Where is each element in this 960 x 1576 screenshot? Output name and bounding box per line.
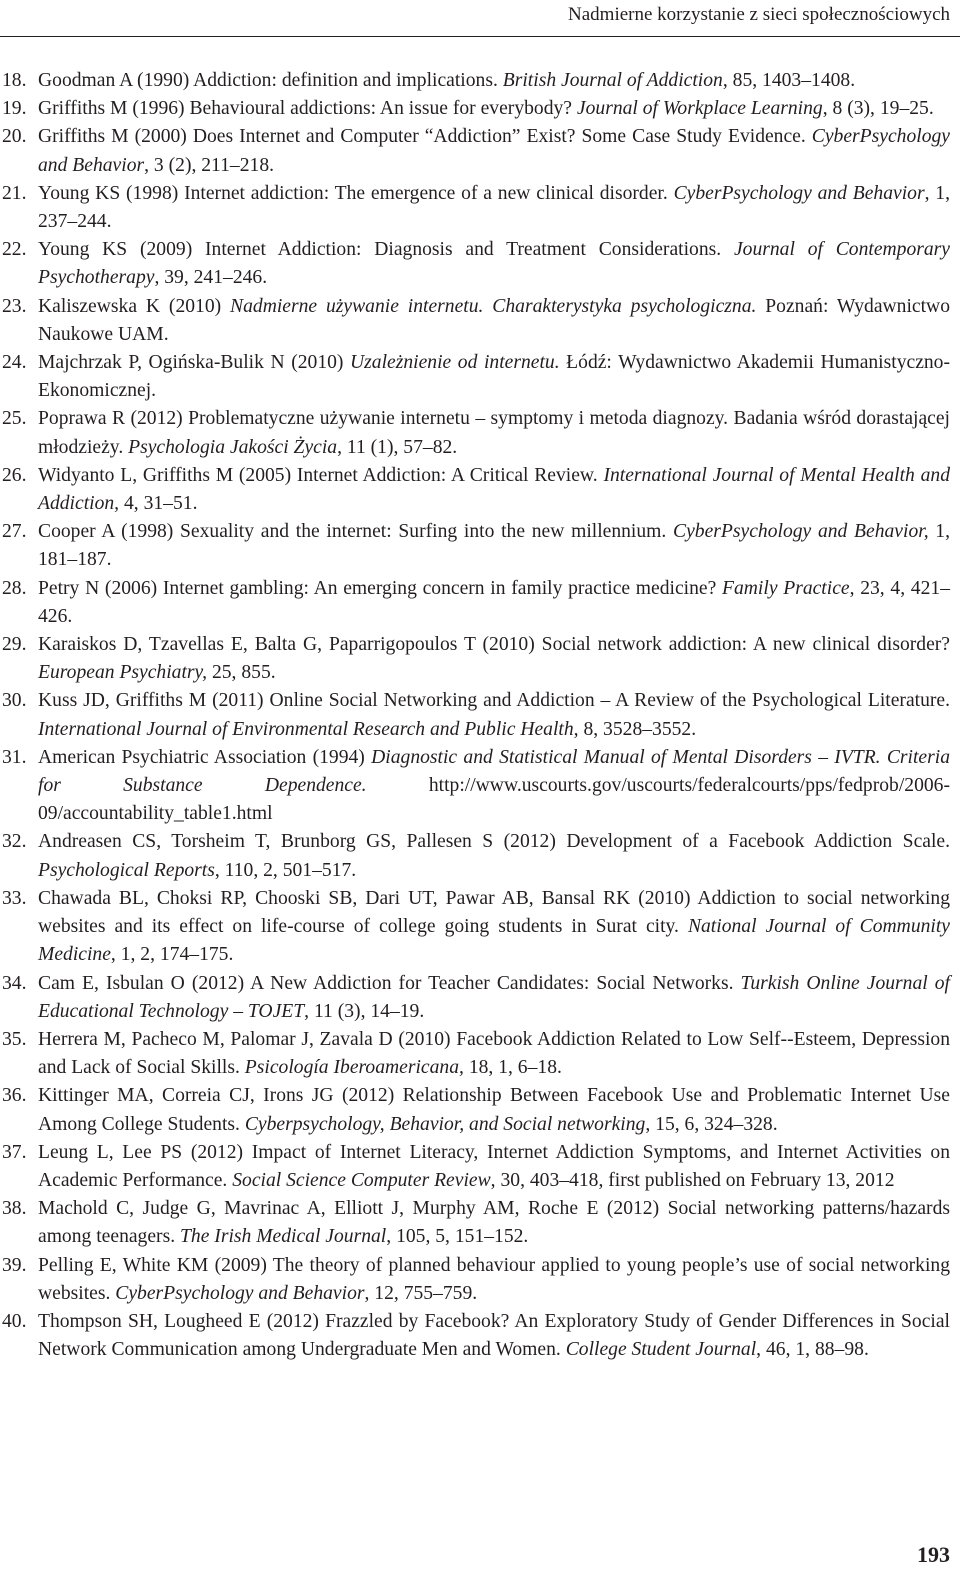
- reference-number: 29.: [2, 634, 27, 656]
- reference-text-segment: 18, 1, 6–18.: [463, 1057, 562, 1079]
- reference-item: [2, 1139, 950, 1195]
- reference-source-title: British Journal of Addiction: [502, 70, 723, 91]
- reference-source-title: International Journal of Environmental Research and Public Health,: [38, 718, 579, 740]
- reference-text: [38, 521, 950, 570]
- reference-text-segment: Pelling E, White KM (2009) The theory of planned behaviour applied to young people’s use of social networking websites.: [38, 1254, 950, 1304]
- reference-item: [2, 885, 950, 970]
- reference-text-segment: Andreasen CS, Torsheim T, Brunborg GS, Pallesen S (2012) Development of a Facebook Addiction Scale.: [38, 831, 950, 853]
- reference-source-title: Psychological Reports: [38, 859, 215, 881]
- reference-number: 20.: [2, 126, 27, 148]
- reference-text-segment: Widyanto L, Griffiths M (2005) Internet Addiction: A Critical Review.: [38, 464, 604, 486]
- reference-item: [2, 180, 950, 236]
- reference-text-segment: , 11 (3), 14–19.: [304, 1000, 425, 1022]
- reference-number: 37.: [2, 1141, 27, 1163]
- reference-number: 38.: [2, 1198, 27, 1220]
- reference-number: 34.: [2, 972, 27, 994]
- running-head: [0, 0, 960, 37]
- reference-number: 33.: [2, 887, 27, 909]
- reference-text: [38, 634, 950, 683]
- reference-text-segment: , 110, 2, 501–517.: [214, 859, 357, 881]
- reference-text: [38, 1142, 950, 1191]
- reference-text: [38, 239, 950, 288]
- reference-text-segment: Young KS (2009) Internet Addiction: Diagnosis and Treatment Considerations.: [38, 239, 734, 261]
- reference-source-title: Nadmierne używanie internetu. Charakterystyka psychologiczna.: [230, 295, 757, 317]
- reference-text-segment: American Psychiatric Association (1994): [38, 746, 372, 768]
- reference-number: 19.: [2, 98, 27, 120]
- reference-number: 39.: [2, 1254, 27, 1276]
- reference-number: 31.: [2, 746, 27, 768]
- reference-text-segment: Griffiths M (1996) Behavioural addictions: An issue for everybody?: [38, 98, 577, 120]
- reference-text-segment: Petry N (2006) Internet gambling: An emerging concern in family practice medicine?: [38, 577, 723, 599]
- reference-source-title: Journal of Contemporary Psychotherapy: [38, 239, 951, 289]
- reference-item: [2, 1252, 950, 1308]
- reference-item: [2, 67, 950, 95]
- reference-text: [38, 465, 950, 514]
- reference-number: 21.: [2, 182, 27, 204]
- reference-number: 35.: [2, 1028, 27, 1050]
- reference-item: [2, 1026, 950, 1082]
- reference-number: 23.: [2, 295, 27, 317]
- reference-text-segment: , 105, 5, 151–152.: [386, 1226, 529, 1248]
- reference-text-segment: Kaliszewska K (2010): [38, 295, 231, 317]
- reference-text: [38, 831, 950, 880]
- reference-source-title: Turkish Online Journal of Educational Technology – TOJET: [38, 972, 950, 1022]
- reference-text-segment: 8, 3528–3552.: [578, 718, 697, 740]
- reference-text: [38, 1311, 950, 1360]
- reference-text-segment: Goodman A (1990) Addiction: definition and implications.: [38, 70, 503, 91]
- reference-item: [2, 828, 950, 884]
- reference-text-segment: , 85, 1403–1408.: [722, 70, 856, 91]
- reference-text: [38, 690, 950, 739]
- reference-item: [2, 349, 950, 405]
- reference-text: [38, 98, 934, 119]
- reference-number: 40.: [2, 1310, 27, 1332]
- reference-source-title: Psychologia Jakości Życia: [128, 436, 338, 458]
- reference-text: [38, 1085, 950, 1134]
- reference-text-segment: Cam E, Isbulan O (2012) A New Addiction for Teacher Candidates: Social Networks.: [38, 972, 741, 994]
- reference-text-segment: Thompson SH, Lougheed E (2012) Frazzled by Facebook? An Exploratory Study of Gender Differences in Social Network Communication among Undergraduate Men and Women.: [38, 1310, 950, 1361]
- reference-text-segment: http://www.uscourts.gov/uscourts/federalcourts/pps/fedprob/2006-09/accountability_table1.html: [38, 775, 950, 825]
- reference-text: [38, 973, 950, 1022]
- reference-number: 25.: [2, 408, 27, 430]
- reference-text-segment: , 8 (3), 19–25.: [822, 98, 934, 120]
- reference-text-segment: Karaiskos D, Tzavellas E, Balta G, Paparrigopoulos T (2010) Social network addiction: A new clinical disorder?: [38, 634, 950, 656]
- reference-text-segment: , 11 (1), 57–82.: [337, 436, 458, 458]
- reference-text: [38, 70, 855, 91]
- reference-source-title: Family Practice: [722, 577, 850, 599]
- reference-item: [2, 631, 950, 687]
- reference-source-title: Diagnostic and Statistical Manual of Mental Disorders – IVTR. Criteria for Substance Dependence.: [38, 746, 950, 797]
- reference-text-segment: Cooper A (1998) Sexuality and the internet: Surfing into the new millennium.: [38, 521, 674, 543]
- reference-text-segment: 25, 855.: [207, 662, 276, 684]
- reference-text-segment: Poprawa R (2012) Problematyczne używanie internetu – symptomy i metoda diagnozy. Badania wśród dorastającej młodzieży.: [38, 408, 950, 458]
- reference-text: [38, 888, 950, 965]
- reference-source-title: College Student Journal: [565, 1339, 757, 1361]
- reference-text-segment: , 1, 2, 174–175.: [110, 944, 234, 966]
- reference-text: [38, 126, 950, 175]
- reference-source-title: Social Science Computer Review: [232, 1169, 491, 1191]
- reference-text-segment: Herrera M, Pacheco M, Palomar J, Zavala D (2010) Facebook Addiction Related to Low Self--Esteem, Depression and Lack of Social Skills.: [38, 1028, 950, 1079]
- reference-text-segment: 4, 31–51.: [119, 493, 198, 515]
- reference-source-title: CyberPsychology and Behavior: [673, 182, 925, 204]
- reference-text-segment: Majchrzak P, Ogińska-Bulik N (2010): [38, 352, 351, 374]
- reference-text-segment: , 30, 403–418, first published on February 13, 2012: [490, 1169, 895, 1191]
- reference-text-segment: , 12, 755–759.: [364, 1282, 478, 1304]
- reference-text-segment: , 39, 241–246.: [154, 267, 268, 289]
- reference-source-title: Psicología Iberoamericana,: [244, 1057, 464, 1079]
- reference-text-segment: 1, 181–187.: [38, 521, 950, 571]
- reference-number: 24.: [2, 352, 27, 374]
- reference-number: 36.: [2, 1085, 27, 1107]
- reference-text-segment: , 1, 237–244.: [38, 182, 950, 233]
- reference-text: [38, 352, 950, 401]
- reference-text-segment: , 3 (2), 211–218.: [144, 154, 275, 176]
- reference-item: [2, 1308, 950, 1364]
- reference-text: [38, 1029, 950, 1078]
- page-number: 193: [917, 1542, 950, 1567]
- reference-item: [2, 687, 950, 743]
- reference-item: [2, 123, 950, 179]
- reference-text-segment: Leung L, Lee PS (2012) Impact of Internet Literacy, Internet Addiction Symptoms, and Internet Activities on Academic Performance.: [38, 1141, 950, 1191]
- reference-text-segment: Chawada BL, Choksi RP, Chooski SB, Dari UT, Pawar AB, Bansal RK (2010) Addiction to social networking websites and its effect on life-course of college going students in Surat city.: [38, 887, 950, 938]
- reference-item: [2, 1082, 950, 1138]
- reference-text-segment: Young KS (1998) Internet addiction: The emergence of a new clinical disorder.: [38, 182, 674, 204]
- reference-source-title: International Journal of Mental Health and Addiction,: [38, 464, 950, 515]
- reference-text-segment: Machold C, Judge G, Mavrinac A, Elliott J, Murphy AM, Roche E (2012) Social networking patterns/hazards among teenagers.: [38, 1198, 950, 1248]
- reference-text-segment: Poznań: Wydawnictwo Naukowe UAM.: [38, 295, 950, 345]
- reference-text-segment: Kittinger MA, Correia CJ, Irons JG (2012) Relationship Between Facebook Use and Problematic Internet Use Among College Students.: [38, 1085, 950, 1135]
- reference-text-segment: , 15, 6, 324–328.: [645, 1113, 778, 1135]
- reference-item: [2, 405, 950, 461]
- reference-number: 26.: [2, 464, 27, 486]
- reference-item: [2, 293, 950, 349]
- running-head-title: Nadmierne korzystanie z sieci społecznościowych: [568, 4, 950, 25]
- reference-source-title: Cyberpsychology, Behavior, and Social networking: [244, 1113, 646, 1135]
- reference-item: [2, 970, 950, 1026]
- reference-text-segment: , 23, 4, 421–426.: [38, 577, 950, 627]
- reference-text-segment: Kuss JD, Griffiths M (2011) Online Social Networking and Addiction – A Review of the Psychological Literature.: [38, 690, 950, 712]
- reference-source-title: National Journal of Community Medicine: [38, 916, 950, 966]
- reference-text-segment: , 46, 1, 88–98.: [756, 1339, 869, 1361]
- reference-number: 30.: [2, 690, 27, 712]
- reference-number: 32.: [2, 831, 27, 853]
- reference-source-title: Journal of Workplace Learning: [576, 98, 823, 120]
- reference-text: [38, 747, 950, 824]
- reference-text: [38, 1198, 950, 1247]
- reference-text: [38, 578, 950, 627]
- reference-number: 27.: [2, 521, 27, 543]
- reference-text: [38, 296, 950, 345]
- reference-source-title: European Psychiatry,: [38, 662, 208, 684]
- reference-item: [2, 236, 950, 292]
- reference-item: [2, 1195, 950, 1251]
- reference-text-segment: Łódź: Wydawnictwo Akademii Humanistyczno-Ekonomicznej.: [38, 352, 951, 402]
- reference-source-title: CyberPsychology and Behavior,: [673, 521, 929, 543]
- reference-item: [2, 462, 950, 518]
- reference-text: [38, 1255, 950, 1304]
- reference-source-title: CyberPsychology and Behavior: [115, 1282, 365, 1304]
- reference-number: 28.: [2, 577, 27, 599]
- reference-text: [38, 183, 950, 232]
- reference-list: [2, 67, 950, 1364]
- reference-item: [2, 744, 950, 829]
- reference-source-title: Uzależnienie od internetu.: [350, 352, 560, 374]
- reference-text: [38, 408, 950, 457]
- reference-item: [2, 518, 950, 574]
- reference-source-title: The Irish Medical Journal: [180, 1226, 387, 1248]
- reference-item: [2, 575, 950, 631]
- reference-source-title: CyberPsychology and Behavior: [38, 126, 950, 176]
- reference-item: [2, 95, 950, 123]
- reference-text-segment: Griffiths M (2000) Does Internet and Computer “Addiction” Exist? Some Case Study Evidence.: [38, 126, 812, 148]
- reference-number: 22.: [2, 239, 27, 261]
- reference-number: 18.: [2, 70, 27, 91]
